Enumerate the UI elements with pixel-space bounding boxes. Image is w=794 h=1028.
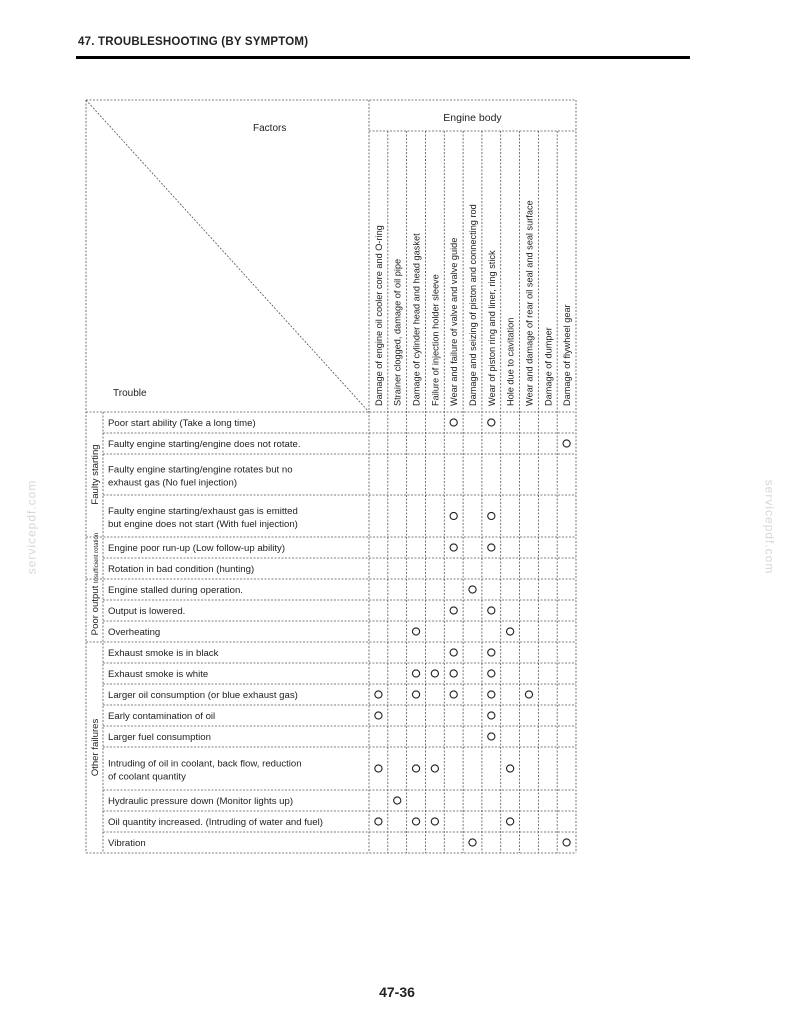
mark-circle-o <box>563 839 570 846</box>
mark-circle-o <box>412 670 419 677</box>
mark-circle-o <box>488 512 495 519</box>
trouble-label: Engine stalled during operation. <box>108 585 243 596</box>
trouble-label: Oil quantity increased. (Intruding of water and fuel) <box>108 817 323 828</box>
trouble-label: Exhaust smoke is in black <box>108 648 219 659</box>
mark-circle-o <box>431 818 438 825</box>
trouble-label: Larger oil consumption (or blue exhaust gas) <box>108 690 298 701</box>
column-header-label: Damage of cylinder head and head gasket <box>411 233 422 406</box>
mark-circle-o <box>488 607 495 614</box>
mark-circle-o <box>431 670 438 677</box>
mark-circle-o <box>450 649 457 656</box>
mark-circle-o <box>375 765 382 772</box>
mark-circle-o <box>412 765 419 772</box>
column-header-label: Damage of dumper <box>543 327 554 406</box>
column-header-label: Damage of engine oil cooler core and O-ring <box>373 225 384 406</box>
mark-circle-o <box>375 691 382 698</box>
column-header-label: Hole due to cavitation <box>505 317 516 406</box>
mark-circle-o <box>394 797 401 804</box>
watermark-left: servicepdf.com <box>24 479 39 575</box>
mark-circle-o <box>488 691 495 698</box>
watermark-right: servicepdf.com <box>762 479 777 575</box>
mark-circle-o <box>488 649 495 656</box>
mark-circle-o <box>375 712 382 719</box>
page-number: 47-36 <box>379 984 415 1000</box>
section-heading: 47. TROUBLESHOOTING (BY SYMPTOM) <box>78 36 309 48</box>
mark-circle-o <box>412 691 419 698</box>
mark-circle-o <box>488 670 495 677</box>
trouble-label: but engine does not start (With fuel injection) <box>108 519 298 530</box>
mark-circle-o <box>469 839 476 846</box>
trouble-label: Early contamination of oil <box>108 711 216 722</box>
trouble-label: Exhaust smoke is white <box>108 669 209 680</box>
mark-circle-o <box>450 419 457 426</box>
mark-circle-o <box>507 765 514 772</box>
column-header-label: Failure of injection holder sleeve <box>430 274 441 406</box>
trouble-label: exhaust gas (No fuel injection) <box>108 477 238 489</box>
trouble-label: Faulty engine starting/engine does not rotate. <box>108 439 301 450</box>
trouble-label: Intruding of oil in coolant, back flow, reduction <box>108 758 302 770</box>
column-header-label: Strainer clogged, damage of oil pipe <box>392 258 403 406</box>
engine-body-header: Engine body <box>443 112 502 124</box>
trouble-label: of coolant quantity <box>108 771 186 783</box>
trouble-label: Faulty engine starting/engine rotates but no <box>108 464 293 476</box>
column-header-label: Damage and seizing of piston and connecting rod <box>468 204 478 406</box>
mark-circle-o <box>488 544 495 551</box>
trouble-label: Faulty engine starting/exhaust gas is emitted <box>108 506 298 517</box>
mark-circle-o <box>507 628 514 635</box>
corner-trouble-label: Trouble <box>113 388 147 399</box>
mark-circle-o <box>563 440 570 447</box>
column-header-label: Wear and failure of valve and valve guide <box>449 237 460 406</box>
column-header-label: Wear and damage of rear oil seal and seal surface <box>524 200 535 406</box>
trouble-label: Engine poor run-up (Low follow-up ability) <box>108 543 286 554</box>
category-label: Faulty starting <box>90 444 101 505</box>
mark-circle-o <box>488 733 495 740</box>
category-label: Insufficient rotation <box>94 532 100 584</box>
trouble-label: Vibration <box>108 838 146 849</box>
corner-factors-label: Factors <box>253 123 287 134</box>
category-label: Other failures <box>90 718 101 777</box>
trouble-label: Hydraulic pressure down (Monitor lights up) <box>108 796 294 807</box>
trouble-label: Output is lowered. <box>108 606 186 617</box>
mark-circle-o <box>507 818 514 825</box>
mark-circle-o <box>469 586 476 593</box>
header-diagonal <box>86 100 369 412</box>
mark-circle-o <box>450 607 457 614</box>
trouble-label: Poor start ability (Take a long time) <box>108 418 256 429</box>
mark-circle-o <box>450 544 457 551</box>
mark-circle-o <box>450 512 457 519</box>
mark-circle-o <box>412 818 419 825</box>
column-header-label: Wear of piston ring and liner, ring stick <box>486 250 497 406</box>
mark-circle-o <box>412 628 419 635</box>
trouble-label: Rotation in bad condition (hunting) <box>108 564 255 575</box>
category-label: Poor output <box>90 585 101 636</box>
mark-circle-o <box>488 419 495 426</box>
column-header-label: Damage of flywheel gear <box>562 304 573 406</box>
mark-circle-o <box>450 691 457 698</box>
mark-circle-o <box>450 670 457 677</box>
mark-circle-o <box>488 712 495 719</box>
trouble-label: Larger fuel consumption <box>108 732 211 743</box>
mark-circle-o <box>375 818 382 825</box>
trouble-label: Overheating <box>108 627 161 638</box>
mark-circle-o <box>431 765 438 772</box>
mark-circle-o <box>525 691 532 698</box>
